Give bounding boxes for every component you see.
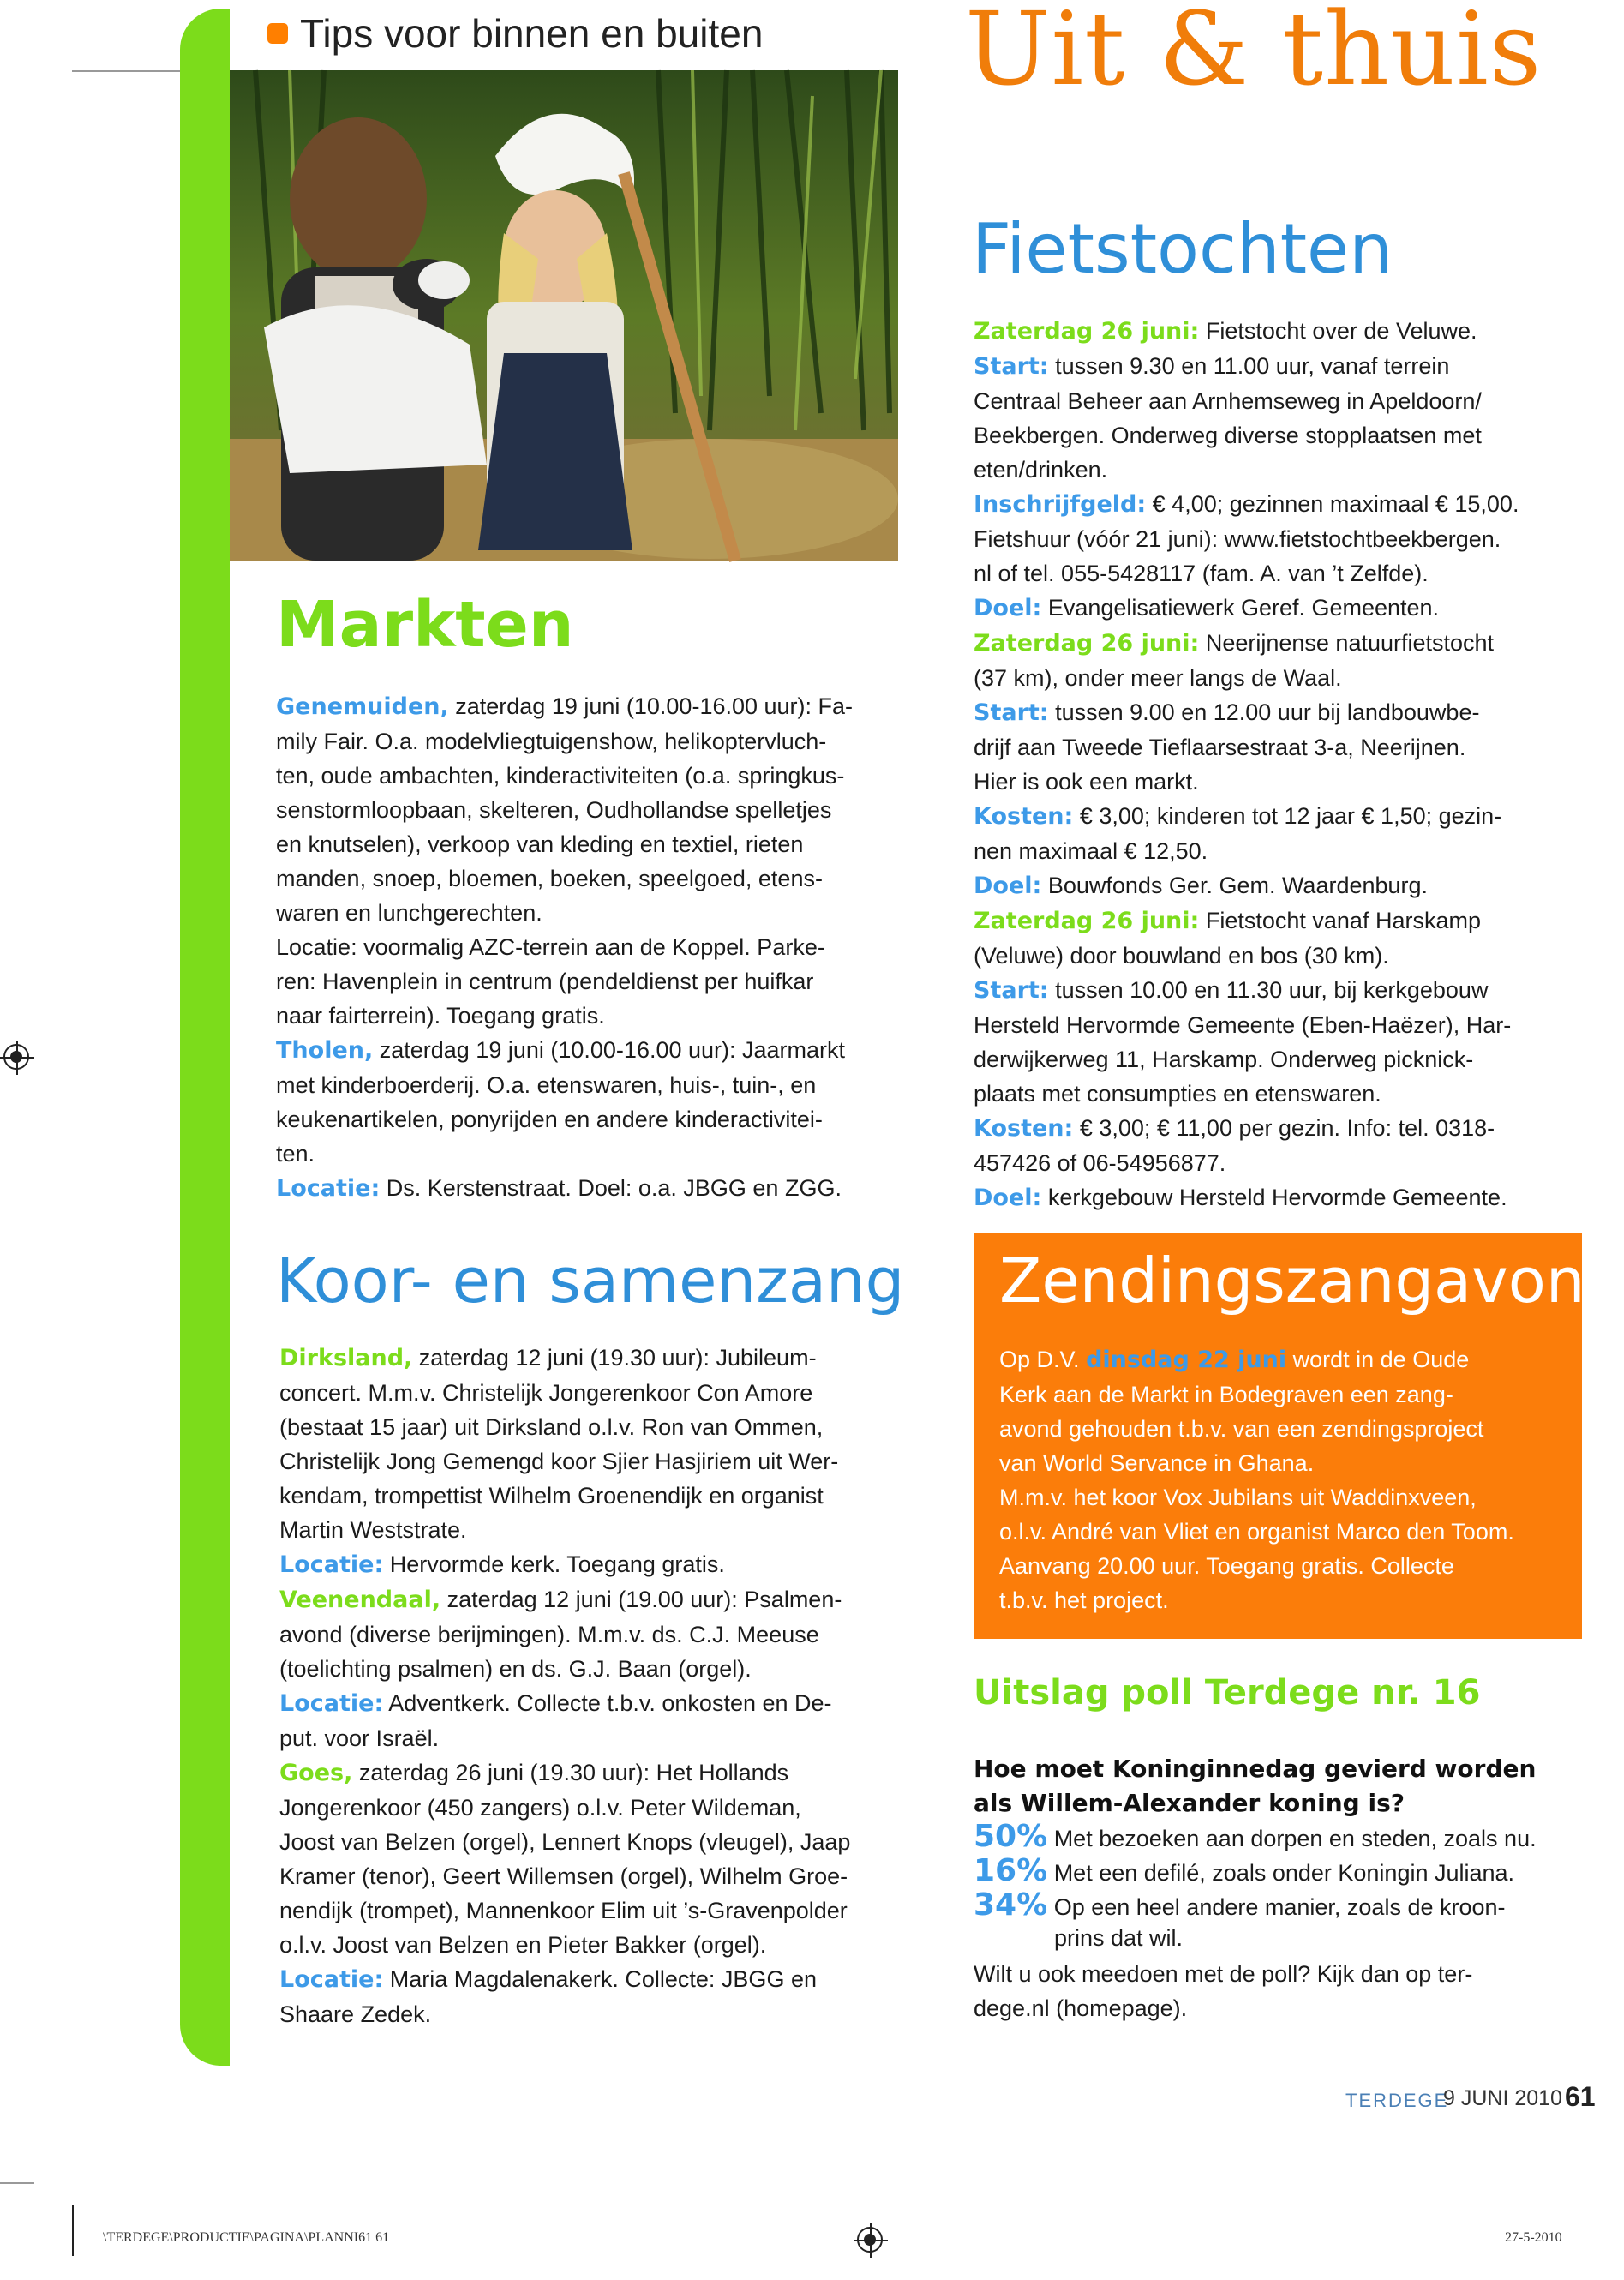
text-segment: (Veluwe) door bouwland en bos (30 km). <box>974 943 1389 969</box>
label-segment: Start: <box>974 699 1049 726</box>
text-line <box>279 1582 905 1617</box>
text-segment: Kerk aan de Markt in Bodegraven een zang- <box>999 1382 1453 1407</box>
bottom-rule-left <box>0 2182 34 2184</box>
text-segment: Maria Magdalenakerk. Collecte: JBGG en <box>383 1966 817 1992</box>
zendingszangavond-body <box>999 1342 1565 1617</box>
poll-result-row <box>974 1887 1506 1923</box>
text-line <box>279 1997 905 2031</box>
text-line <box>276 689 902 724</box>
poll-result-text: Met een defilé, zoals onder Koningin Juliana. <box>1053 1860 1515 1886</box>
text-segment: eten/drinken. <box>974 457 1108 483</box>
text-line <box>276 1102 902 1137</box>
poll-question-line: als Willem-Alexander koning is? <box>974 1789 1405 1817</box>
text-segment: Fietstocht vanaf Harskamp <box>1199 908 1481 933</box>
text-line <box>974 556 1573 591</box>
text-segment: Fietstocht over de Veluwe. <box>1199 318 1477 344</box>
text-segment: waren en lunchgerechten. <box>276 900 542 926</box>
text-segment: derwijkerweg 11, Harskamp. Onderweg picknick- <box>974 1047 1474 1072</box>
text-segment: nl of tel. 055-5428117 (fam. A. van ’t Zelfde). <box>974 561 1429 586</box>
label-segment: Zaterdag 26 juni: <box>974 908 1200 934</box>
text-line <box>276 964 902 999</box>
label-segment: Start: <box>974 353 1049 380</box>
text-segment: o.l.v. Joost van Belzen en Pieter Bakker (orgel). <box>279 1932 767 1958</box>
text-line <box>276 1068 902 1102</box>
registration-mark-icon <box>857 2227 883 2253</box>
text-segment: avond (diverse berijmingen). M.m.v. ds. C.J. Meeuse <box>279 1622 819 1647</box>
text-line <box>276 1171 902 1206</box>
poll-percentage: 50% <box>974 1819 1048 1854</box>
text-segment: Kramer (tenor), Geert Willemsen (orgel), Wilhelm Groe- <box>279 1863 848 1889</box>
text-segment: tussen 9.00 en 12.00 uur bij landbouwbe- <box>1048 699 1480 725</box>
text-line <box>974 1180 1573 1215</box>
text-line <box>974 730 1573 765</box>
slug-date: 27-5-2010 <box>1505 2230 1562 2245</box>
text-segment: zaterdag 12 juni (19.00 uur): Psalmen- <box>440 1587 842 1612</box>
kicker-text: Tips voor binnen en buiten <box>300 11 764 56</box>
poll-result-continuation: prins dat wil. <box>1054 1925 1184 1951</box>
text-line <box>974 799 1573 834</box>
text-segment: senstormloopbaan, skelteren, Oudhollandse spelletjes <box>276 797 832 823</box>
label-segment: Inschrijfgeld: <box>974 491 1147 518</box>
text-segment: ten, oude ambachten, kinderactiviteiten (o.a. springkus- <box>276 763 845 789</box>
label-segment: Zaterdag 26 juni: <box>974 630 1200 657</box>
page-number: 61 <box>1565 2081 1596 2112</box>
poll-percentage: 34% <box>974 1887 1048 1923</box>
label-segment: Zaterdag 26 juni: <box>974 318 1200 345</box>
text-line <box>279 1721 905 1755</box>
poll-percentage: 16% <box>974 1853 1048 1888</box>
text-segment: van World Servance in Ghana. <box>999 1450 1315 1476</box>
text-line <box>974 695 1573 730</box>
text-segment: manden, snoep, bloemen, boeken, speelgoed, etens- <box>276 866 823 891</box>
text-segment: met kinderboerderij. O.a. etenswaren, huis-, tuin-, en <box>276 1072 817 1098</box>
text-line <box>279 1341 905 1376</box>
text-line <box>276 999 902 1033</box>
poll-result-text: Met bezoeken aan dorpen en steden, zoals nu. <box>1053 1826 1537 1851</box>
top-rule-left <box>72 70 180 72</box>
crop-mark <box>72 2205 74 2256</box>
label-segment: Tholen, <box>276 1037 374 1064</box>
text-line <box>279 1962 905 1997</box>
text-line <box>279 1444 905 1479</box>
text-segment: Joost van Belzen (orgel), Lennert Knops (vleugel), Jaap <box>279 1829 851 1855</box>
text-segment: 457426 of 06-54956877. <box>974 1150 1226 1176</box>
text-segment: zaterdag 19 juni (10.00-16.00 uur): Jaarmarkt <box>373 1037 846 1063</box>
koor-body <box>279 1341 905 2031</box>
text-segment: Aanvang 20.00 uur. Toegang gratis. Collecte <box>999 1553 1454 1579</box>
text-segment: Fietshuur (vóór 21 juni): www.fietstochtbeekbergen. <box>974 526 1501 552</box>
text-line <box>279 1928 905 1962</box>
text-segment: Locatie: voormalig AZC-terrein aan de Koppel. Parke- <box>276 934 825 960</box>
text-segment: Hervormde kerk. Toegang gratis. <box>383 1551 725 1577</box>
text-line <box>974 626 1573 661</box>
text-segment: Op D.V. <box>999 1347 1087 1372</box>
text-line <box>279 1825 905 1859</box>
text-line <box>974 349 1573 384</box>
text-line <box>279 1479 905 1513</box>
text-line <box>974 522 1573 556</box>
text-segment: (bestaat 15 jaar) uit Dirksland o.l.v. Ron van Ommen, <box>279 1414 824 1440</box>
text-segment: € 3,00; € 11,00 per gezin. Info: tel. 0318- <box>1073 1115 1495 1141</box>
text-line <box>999 1549 1565 1583</box>
text-line <box>999 1412 1565 1446</box>
text-line <box>279 1791 905 1825</box>
text-segment: Adventkerk. Collecte t.b.v. onkosten en De- <box>383 1690 832 1716</box>
text-segment: en knutselen), verkoop van kleding en textiel, rieten <box>276 831 804 857</box>
text-line <box>974 765 1573 799</box>
text-line <box>276 827 902 861</box>
poll-footer-line: Wilt u ook meedoen met de poll? Kijk dan op ter- <box>974 1961 1473 1987</box>
text-line <box>974 1077 1573 1111</box>
text-line <box>974 939 1573 973</box>
masthead-title: Uit & thuis <box>965 0 1543 108</box>
text-segment: keukenartikelen, ponyrijden en andere kinderactivitei- <box>276 1107 823 1132</box>
text-line <box>276 861 902 896</box>
label-segment: Doel: <box>974 873 1042 899</box>
markten-title: Markten <box>276 588 574 662</box>
text-line <box>974 868 1573 903</box>
text-line <box>974 453 1573 487</box>
label-segment: Locatie: <box>279 1966 384 1993</box>
text-segment: Centraal Beheer aan Arnhemseweg in Apeldoorn/ <box>974 388 1482 414</box>
slug-path: \TERDEGE\PRODUCTIE\PAGINA\PLANNI61 61 <box>103 2230 390 2245</box>
text-segment: kerkgebouw Hersteld Hervormde Gemeente. <box>1041 1185 1507 1210</box>
fietstochten-title: Fietstochten <box>972 209 1393 289</box>
text-line <box>279 1893 905 1928</box>
poll-title: Uitslag poll Terdege nr. 16 <box>974 1673 1481 1713</box>
text-segment: Hier is ook een markt. <box>974 769 1199 795</box>
text-line <box>999 1480 1565 1515</box>
text-segment: kendam, trompettist Wilhelm Groenendijk en organist <box>279 1483 824 1509</box>
text-line <box>974 973 1573 1008</box>
text-line <box>974 1042 1573 1077</box>
text-segment: € 4,00; gezinnen maximaal € 15,00. <box>1146 491 1519 517</box>
text-segment: plaats met consumpties en etenswaren. <box>974 1081 1381 1107</box>
text-line <box>974 591 1573 626</box>
koor-title: Koor- en samenzang <box>276 1245 905 1317</box>
text-line <box>276 896 902 930</box>
label-segment: dinsdag 22 juni <box>1086 1347 1287 1373</box>
text-segment: Ds. Kerstenstraat. Doel: o.a. JBGG en ZGG. <box>380 1175 842 1201</box>
registration-mark-icon <box>3 1044 29 1070</box>
text-segment: wordt in de Oude <box>1286 1347 1470 1372</box>
text-segment: Neerijnense natuurfietstocht <box>1199 630 1495 656</box>
text-segment: o.l.v. André van Vliet en organist Marco den Toom. <box>999 1519 1514 1545</box>
text-line <box>279 1513 905 1547</box>
text-segment: concert. M.m.v. Christelijk Jongerenkoor Con Amore <box>279 1380 813 1406</box>
section-kicker <box>267 10 763 57</box>
text-segment: mily Fair. O.a. modelvliegtuigenshow, helikoptervluch- <box>276 729 827 754</box>
poll-question-line: Hoe moet Koninginnedag gevierd worden <box>974 1755 1537 1783</box>
text-segment: € 3,00; kinderen tot 12 jaar € 1,50; gezin- <box>1073 803 1502 829</box>
label-segment: Goes, <box>279 1760 353 1786</box>
text-line <box>974 487 1573 522</box>
text-line <box>276 724 902 759</box>
text-line <box>999 1342 1565 1377</box>
text-segment: (37 km), onder meer langs de Waal. <box>974 665 1342 691</box>
text-line <box>276 1137 902 1171</box>
green-frame <box>180 9 230 2066</box>
text-line <box>279 1859 905 1893</box>
text-segment: t.b.v. het project. <box>999 1587 1169 1613</box>
poll-result-row <box>974 1819 1537 1854</box>
text-line <box>974 1008 1573 1042</box>
text-segment: nen maximaal € 12,50. <box>974 838 1208 864</box>
footer-date: 9 JUNI 2010 <box>1443 2086 1562 2110</box>
label-segment: Dirksland, <box>279 1345 413 1371</box>
label-segment: Doel: <box>974 595 1042 621</box>
zendingszangavond-title: Zendingszangavond <box>999 1245 1624 1317</box>
text-segment: Bouwfonds Ger. Gem. Waardenburg. <box>1041 873 1429 898</box>
text-segment: ren: Havenplein in centrum (pendeldienst per huifkar <box>276 969 814 994</box>
text-line <box>974 314 1573 349</box>
text-line <box>276 930 902 964</box>
text-segment: put. voor Israël. <box>279 1725 440 1751</box>
text-segment: zaterdag 19 juni (10.00-16.00 uur): Fa- <box>448 693 854 719</box>
text-line <box>974 418 1573 453</box>
label-segment: Locatie: <box>279 1551 384 1578</box>
text-segment: nendijk (trompet), Mannenkoor Elim uit ’s-Gravenpolder <box>279 1898 848 1923</box>
text-segment: Christelijk Jong Gemengd koor Sjier Hasjiriem uit Wer- <box>279 1449 839 1474</box>
fietstochten-body <box>974 314 1573 1215</box>
text-line <box>279 1410 905 1444</box>
text-line <box>276 759 902 793</box>
text-line <box>974 903 1573 939</box>
text-segment: avond gehouden t.b.v. van een zendingsproject <box>999 1416 1484 1442</box>
label-segment: Genemuiden, <box>276 693 449 720</box>
label-segment: Locatie: <box>279 1690 384 1717</box>
text-line <box>999 1446 1565 1480</box>
footer-publication: TERDEGE <box>1345 2090 1449 2111</box>
text-segment: ten. <box>276 1141 315 1167</box>
text-line <box>279 1547 905 1582</box>
poll-footer-line: dege.nl (homepage). <box>974 1995 1188 2021</box>
text-segment: drijf aan Tweede Tieflaarsestraat 3-a, Neerijnen. <box>974 735 1466 760</box>
text-line <box>974 661 1573 695</box>
text-line <box>974 384 1573 418</box>
text-segment: Beekbergen. Onderweg diverse stopplaatsen met <box>974 423 1482 448</box>
label-segment: Veenendaal, <box>279 1587 441 1613</box>
text-segment: Martin Weststrate. <box>279 1517 467 1543</box>
text-line <box>974 1111 1573 1146</box>
orange-square-icon <box>267 23 288 44</box>
markten-body <box>276 689 902 1206</box>
text-line <box>279 1686 905 1721</box>
text-line <box>276 1033 902 1068</box>
text-line <box>974 1146 1573 1180</box>
label-segment: Kosten: <box>974 803 1074 830</box>
text-segment: naar fairterrein). Toegang gratis. <box>276 1003 605 1029</box>
label-segment: Doel: <box>974 1185 1042 1211</box>
poll-result-text: Op een heel andere manier, zoals de kroon- <box>1053 1894 1506 1920</box>
text-line <box>999 1515 1565 1549</box>
text-segment: zaterdag 26 juni (19.30 uur): Het Hollands <box>352 1760 789 1785</box>
poll-question <box>974 1752 1573 1821</box>
label-segment: Start: <box>974 977 1049 1004</box>
text-segment: Hersteld Hervormde Gemeente (Eben-Haëzer), Har- <box>974 1012 1512 1038</box>
text-line <box>279 1617 905 1652</box>
poll-result-row <box>974 1853 1514 1888</box>
text-line <box>279 1376 905 1410</box>
text-line <box>999 1583 1565 1617</box>
text-segment: tussen 9.30 en 11.00 uur, vanaf terrein <box>1048 353 1450 379</box>
children-with-goat-photo <box>230 70 898 561</box>
label-segment: Locatie: <box>276 1175 381 1202</box>
text-line <box>279 1652 905 1686</box>
text-line <box>974 834 1573 868</box>
label-segment: Kosten: <box>974 1115 1074 1142</box>
text-segment: Shaare Zedek. <box>279 2001 432 2027</box>
text-line <box>276 793 902 827</box>
text-segment: M.m.v. het koor Vox Jubilans uit Waddinxveen, <box>999 1485 1477 1510</box>
text-segment: Evangelisatiewerk Geref. Gemeenten. <box>1041 595 1440 621</box>
text-line <box>279 1755 905 1791</box>
text-segment: zaterdag 12 juni (19.30 uur): Jubileum- <box>412 1345 817 1371</box>
text-segment: tussen 10.00 en 11.30 uur, bij kerkgebouw <box>1048 977 1489 1003</box>
text-segment: Jongerenkoor (450 zangers) o.l.v. Peter Wildeman, <box>279 1795 801 1821</box>
text-segment: (toelichting psalmen) en ds. G.J. Baan (orgel). <box>279 1656 752 1682</box>
text-line <box>999 1377 1565 1412</box>
